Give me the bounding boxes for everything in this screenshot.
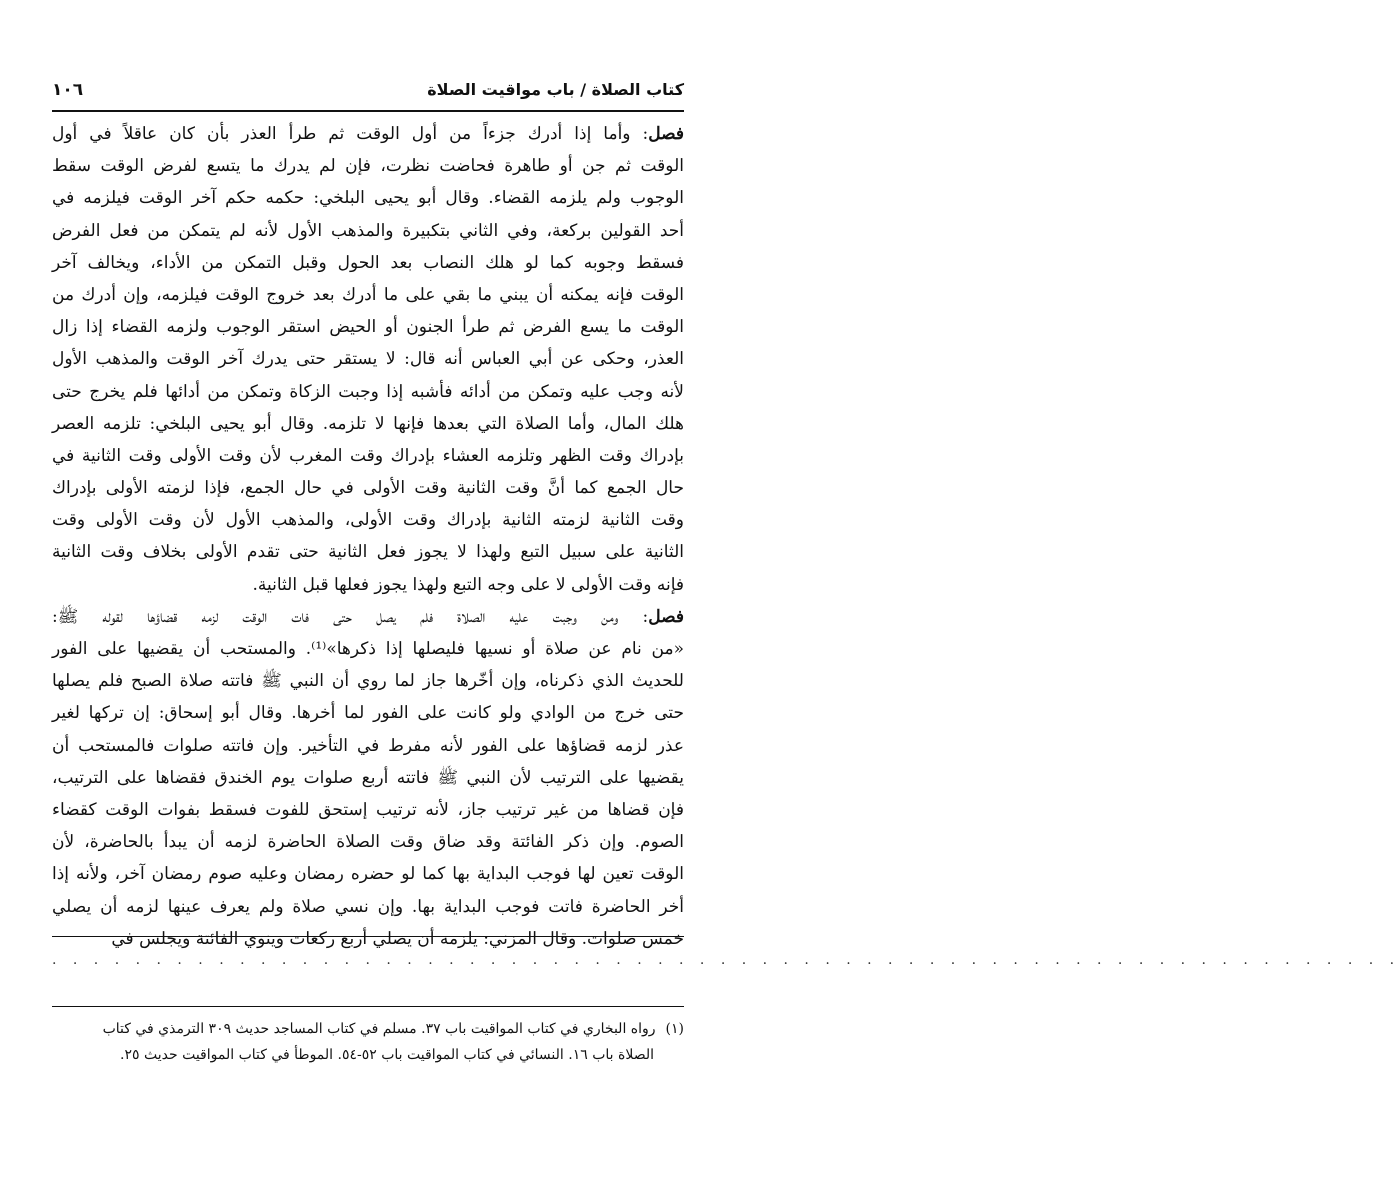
footnote-line [52,1016,684,1042]
text-line: وقت الثانية لزمته الثانية بإدراك وقت الأولى، والمذهب الأول لأن وقت الأولى وقت [52,510,684,531]
text-line: عذر لزمه قضاؤها على الفور لأنه مفرط في التأخير. وإن فاتته صلوات فالمستحب أن [52,735,684,756]
footnote-text: الصلاة باب ١٦. النسائي في كتاب المواقيت باب ٥٢-٥٤. الموطأ في كتاب المواقيت حديث ٢٥. [120,1047,654,1063]
running-title: كتاب الصلاة / باب مواقيت الصلاة [427,80,684,99]
text-line: لأنه وجب عليه وتمكن من أدائه فأشبه إذا وجبت الزكاة وتمكن من أدائها فلم يخرج حتى [52,381,684,402]
text-line: الوقت ما يسع الفرض ثم طرأ الجنون أو الحيض استقر الوجوب ولزمه القضاء إذا زال [52,317,684,338]
text-line: فصل: وأما إذا أدرك جزءاً من أول الوقت ثم طرأ العذر بأن كان عاقلاً في أول [52,124,684,144]
text-line: بإدراك وقت الظهر وتلزمه العشاء بإدراك وقت المغرب لأن وقت الأولى وقت الثانية في [52,445,684,466]
text-line: فسقط وجوبه كما لو هلك النصاب بعد الحول وقبل التمكن من الأداء، ويخالف آخر [52,252,684,273]
text-line: الوجوب ولم يلزمه القضاء. وقال أبو يحيى البلخي: حكمه حكم آخر الوقت فيلزمه في [52,188,684,209]
section-keyword: فصل [648,606,684,627]
text-line: فإنه وقت الأولى لا على وجه التبع ولهذا يجوز فعلها قبل الثانية. [252,574,684,595]
header-rule [52,110,684,112]
text-line: فإن قضاها من غير ترتيب جاز، لأنه ترتيب إستحق للفوت فسقط بفوات الوقت كقضاء [52,799,684,820]
text-line: العذر، وحكى عن أبي العباس أنه قال: لا يستقر حتى يدرك آخر الوقت والمذهب الأول [52,349,684,370]
text-line: للحديث الذي ذكرناه، وإن أخّرها جاز لما روي أن النبي ﷺ فاتته صلاة الصبح فلم يصلها [52,671,684,692]
text-line: خمس صلوات. وقال المزني: يلزمه أن يصلي أربع ركعات وينوي الفائتة ويجلس في [111,928,684,949]
text-line: حال الجمع كما أنَّ وقت الثانية وقت الأولى في حال الجمع، فإذا لزمته الأولى بإدراك [52,478,684,499]
text-line: الصوم. وإن ذكر الفائتة وقد ضاق وقت الصلاة الحاضرة لزمه أن يبدأ بالحاضرة، لأن [52,832,684,853]
footnote-rule [52,1006,684,1007]
section-keyword: فصل [648,124,684,144]
main-text [52,118,684,955]
text-line: الوقت ثم جن أو طاهرة فحاضت نظرت، فإن لم يدرك ما يتسع لفرض الوقت سقط [52,156,684,177]
footnote-text: رواه البخاري في كتاب المواقيت باب ٣٧. مسلم في كتاب المساجد حديث ٣٠٩ الترمذي في كتاب [102,1021,656,1037]
text-end-rule [52,936,684,937]
text-line: الثانية على سبيل التبع ولهذا لا يجوز فعل الثانية حتى تقدم الأولى بخلاف وقت الثانية [52,542,684,563]
page-header [52,78,684,108]
text-line: أخر الحاضرة فاتت فوجب البداية بها. وإن نسي صلاة ولم يعرف عينها لزمه أن يصلي [52,896,684,917]
page-number: ١٠٦ [52,80,84,100]
text-line: هلك المال، وأما الصلاة التي بعدها فإنها لا تلزمه. وقال أبو يحيى البلخي: تلزمه العصر [52,413,684,434]
footnote-line [52,1042,684,1068]
text-line: فصل: ومن وجبت عليه الصلاة فلم يصل حتى فات الوقت لزمه قضاؤها لقوله ﷺ: [52,606,684,627]
text-line: حتى خرج من الوادي ولو كانت على الفور لما أخرها. وقال أبو إسحاق: إن تركها لغير [52,703,684,724]
text-line: الوقت فإنه يمكنه أن يبني ما بقي على ما أدرك بعد خروج الوقت فيلزمه، وإن أدرك من [52,284,684,305]
text-line: يقضيها على الترتيب لأن النبي ﷺ فاتته أربع صلوات يوم الخندق فقضاها على الترتيب، [52,767,684,788]
footnote-marker: (١) [665,1021,684,1037]
dotted-separator: . . . . . . . . . . . . . . . . . . . . . . . . . . . . . . . . . . . . . . . . . . . . . . . . . . . . . . . . . . . . . . . . . [52,952,1400,968]
text-line: «من نام عن صلاة أو نسيها فليصلها إذا ذكرها»⁽¹⁾. والمستحب أن يقضيها على الفور [52,639,684,659]
footnotes [52,1016,684,1068]
text-line: الوقت تعين لها فوجب البداية بها كما لو حضره رمضان وعليه صوم رمضان آخر، ولأنه إذا [52,864,684,885]
text-line: أحد القولين بركعة، وفي الثاني بتكبيرة والمذهب الأول لأنه لم يتمكن من فعل الفرض [52,220,684,241]
